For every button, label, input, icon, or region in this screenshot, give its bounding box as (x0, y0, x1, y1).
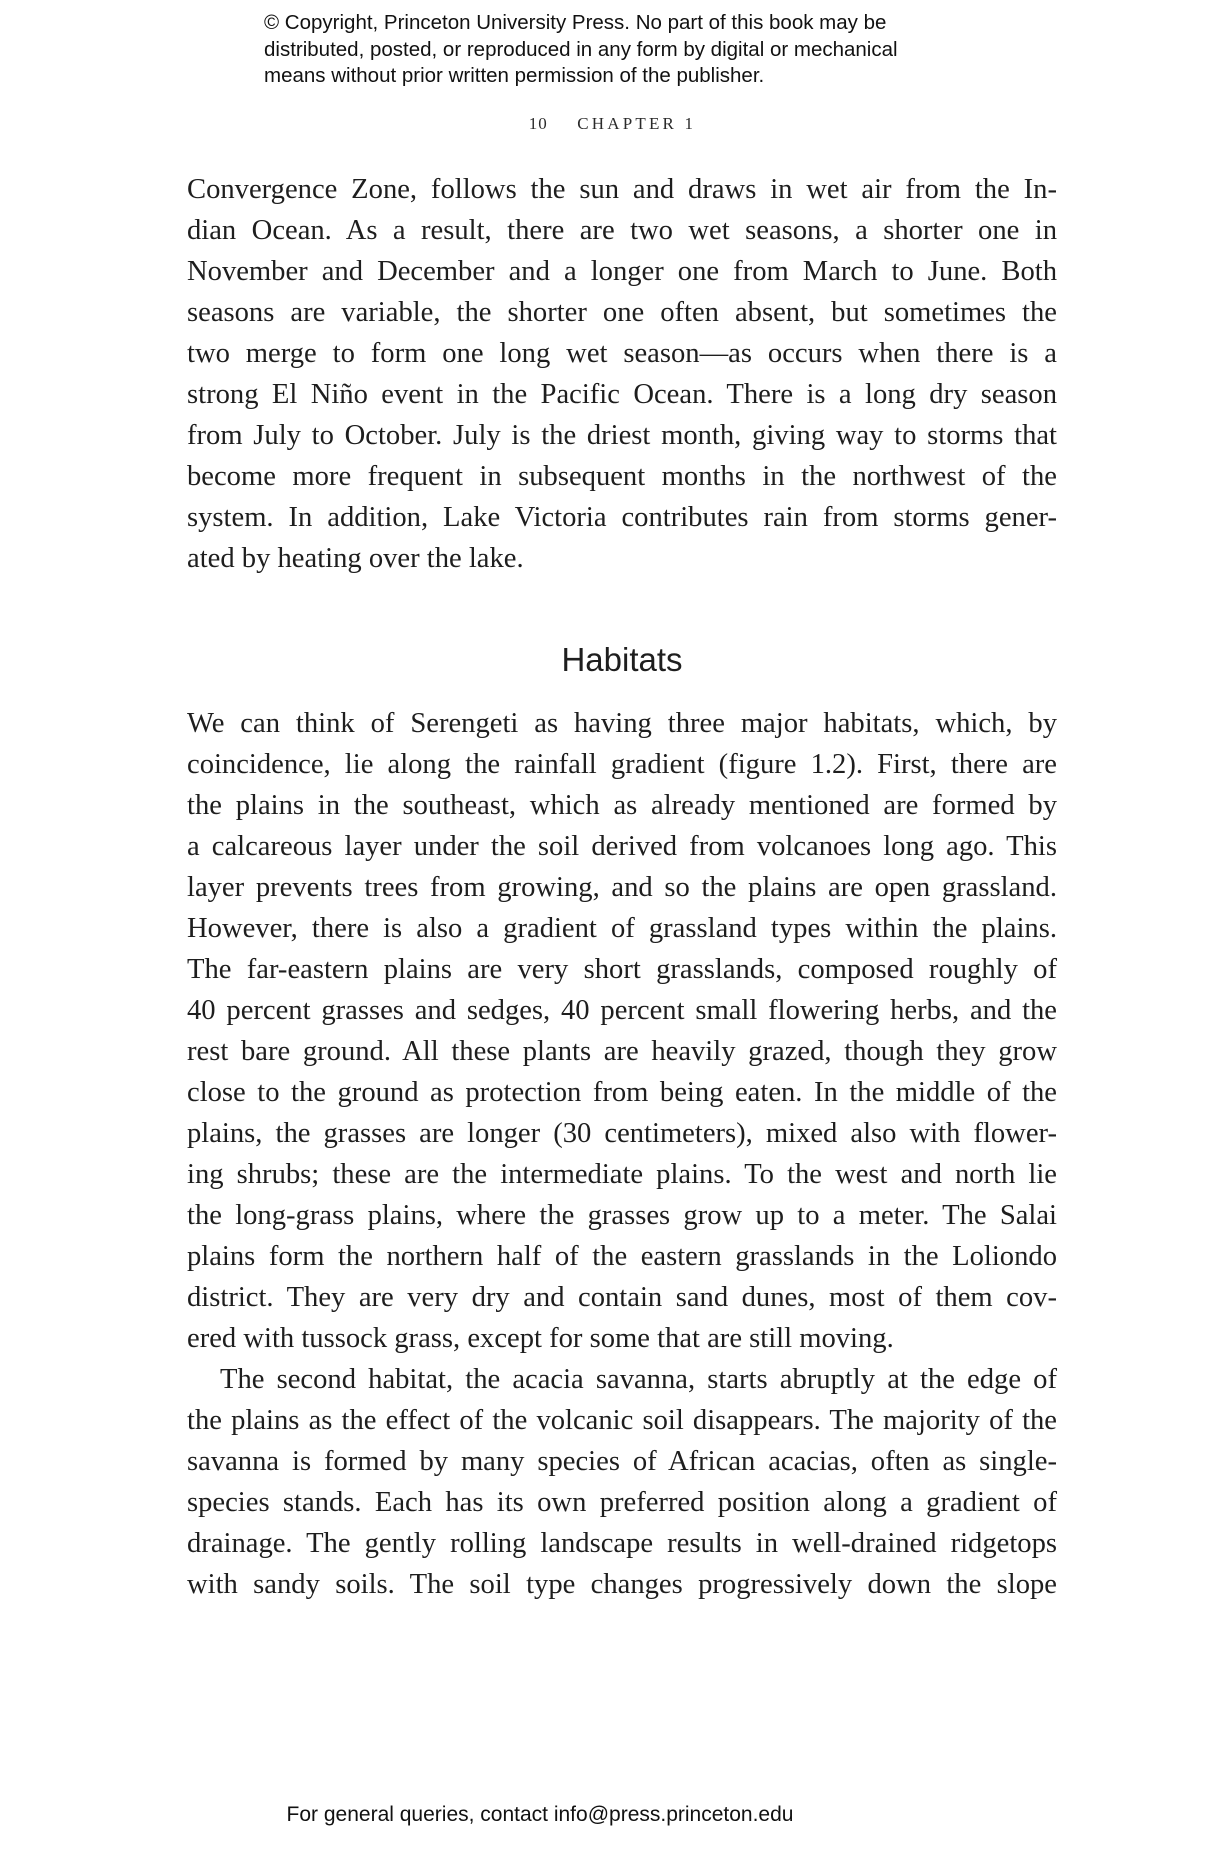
copyright-notice (264, 10, 984, 90)
copyright-line: © Copyright, Princeton University Press. No part of this book may be (264, 11, 887, 34)
page-number: 10 (528, 114, 548, 133)
text-line: ated by heating over the lake. (187, 543, 524, 574)
copyright-line: distributed, posted, or reproduced in any form by digital or mechanical (264, 37, 898, 61)
text-line: plains, the grasses are longer (30 centimeters), mixed also with flower- (187, 1118, 1057, 1149)
text-line: ing shrubs; these are the intermediate plains. To the west and north lie (187, 1159, 1057, 1190)
text-line: system. In addition, Lake Victoria contributes rain from storms gener- (187, 502, 1057, 533)
paragraph-2 (187, 703, 1057, 1359)
text-line: However, there is also a gradient of grassland types within the plains. (187, 913, 1057, 944)
text-line: 40 percent grasses and sedges, 40 percent small flowering herbs, and the (187, 995, 1057, 1026)
text-line: coincidence, lie along the rainfall gradient (figure 1.2). First, there are (187, 749, 1057, 780)
running-head (0, 114, 1225, 134)
text-line: close to the ground as protection from being eaten. In the middle of the (187, 1077, 1057, 1108)
text-line: a calcareous layer under the soil derived from volcanoes long ago. This (187, 831, 1057, 862)
text-line: from July to October. July is the driest month, giving way to storms that (187, 420, 1057, 451)
text-line: the plains as the effect of the volcanic soil disappears. The majority of the (187, 1405, 1057, 1436)
text-line: ered with tussock grass, except for some that are still moving. (187, 1323, 894, 1354)
text-line: district. They are very dry and contain sand dunes, most of them cov- (187, 1282, 1057, 1313)
text-line: become more frequent in subsequent months in the northwest of the (187, 461, 1057, 492)
text-line: The second habitat, the acacia savanna, starts abruptly at the edge of (220, 1364, 1057, 1395)
chapter-label: CHAPTER 1 (577, 114, 697, 133)
text-line: Convergence Zone, follows the sun and draws in wet air from the In- (187, 174, 1057, 205)
text-line: with sandy soils. The soil type changes progressively down the slope (187, 1569, 1057, 1600)
text-line: layer prevents trees from growing, and so the plains are open grassland. (187, 872, 1057, 903)
copyright-line: means without prior written permission of the publisher. (264, 64, 765, 87)
text-line: species stands. Each has its own preferred position along a gradient of (187, 1487, 1057, 1518)
text-line: plains form the northern half of the eastern grasslands in the Loliondo (187, 1241, 1057, 1272)
text-line: The far-eastern plains are very short grasslands, composed roughly of (187, 954, 1057, 985)
text-line: November and December and a longer one from March to June. Both (187, 256, 1057, 287)
text-line: the plains in the southeast, which as already mentioned are formed by (187, 790, 1057, 821)
text-line: seasons are variable, the shorter one often absent, but sometimes the (187, 297, 1057, 328)
text-line: savanna is formed by many species of African acacias, often as single- (187, 1446, 1057, 1477)
text-line: We can think of Serengeti as having three major habitats, which, by (187, 708, 1057, 739)
section-heading: Habitats (561, 641, 683, 678)
text-line: dian Ocean. As a result, there are two wet seasons, a shorter one in (187, 215, 1057, 246)
footer-contact: For general queries, contact info@press.princeton.edu (286, 1803, 794, 1826)
text-line: rest bare ground. All these plants are heavily grazed, though they grow (187, 1036, 1057, 1067)
text-line: drainage. The gently rolling landscape results in well-drained ridgetops (187, 1528, 1057, 1559)
text-line: two merge to form one long wet season—as occurs when there is a (187, 338, 1057, 369)
body-continued (187, 703, 1057, 1605)
paragraph-1 (187, 169, 1057, 579)
paragraph-3 (187, 1359, 1057, 1605)
text-line: strong El Niño event in the Pacific Ocean. There is a long dry season (187, 379, 1057, 410)
text-line: the long-grass plains, where the grasses grow up to a meter. The Salai (187, 1200, 1057, 1231)
